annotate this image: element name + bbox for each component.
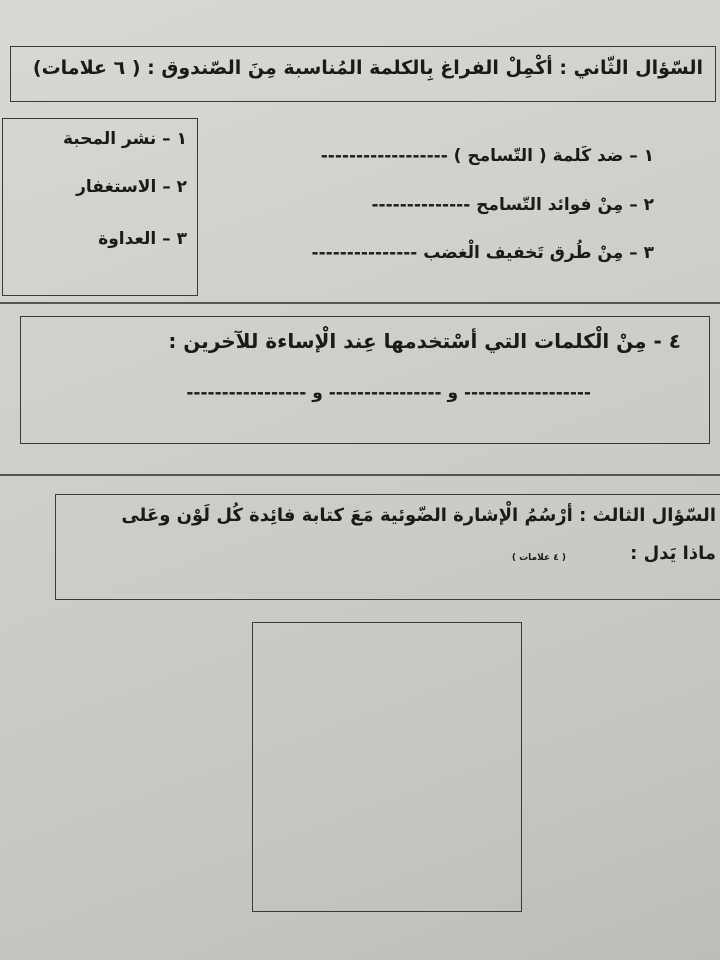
q4-box (20, 316, 710, 444)
drawing-area[interactable] (252, 622, 522, 912)
section-divider (0, 474, 720, 476)
q2-title-box (10, 46, 716, 102)
q3-title-line2: ماذا يَدل : (630, 543, 716, 564)
word-box (2, 118, 198, 296)
q3-box (55, 494, 720, 600)
word-box-item: ١ – نشر المحبة (62, 129, 187, 149)
fill-item-1: ١ – ضد كَلمة ( التّسامح ) ------------------ (320, 146, 654, 166)
fill-item-2: ٢ – مِنْ فوائد التّسامح -------------- (371, 195, 654, 215)
q4-answer-line: ------------------ و ---------------- و ----------------- (186, 383, 591, 403)
word-box-item: ٢ – الاستغفار (76, 177, 187, 197)
q3-marks: ( ٤ علامات ) (511, 553, 566, 563)
section-divider (0, 302, 720, 304)
fill-item-3: ٣ – مِنْ طُرق تَخفيف الْغضب --------------- (311, 243, 654, 263)
q4-prompt: ٤ - مِنْ الْكلمات التي أسْتخدمها عِند الْإساءة للآخرين : (168, 329, 681, 353)
q2-title: السّؤال الثّاني : أكْمِلْ الفراغ بِالكلمة المُناسبة مِنَ الصّندوق : ( ٦ علامات) (32, 57, 703, 79)
word-box-item: ٣ – العداوة (98, 229, 187, 249)
q3-title-line1: السّؤال الثالث : أرْسُمُ الْإشارة الضّوئية مَعَ كتابة فائِدة كُل لَوْن وعَلى (121, 505, 716, 526)
